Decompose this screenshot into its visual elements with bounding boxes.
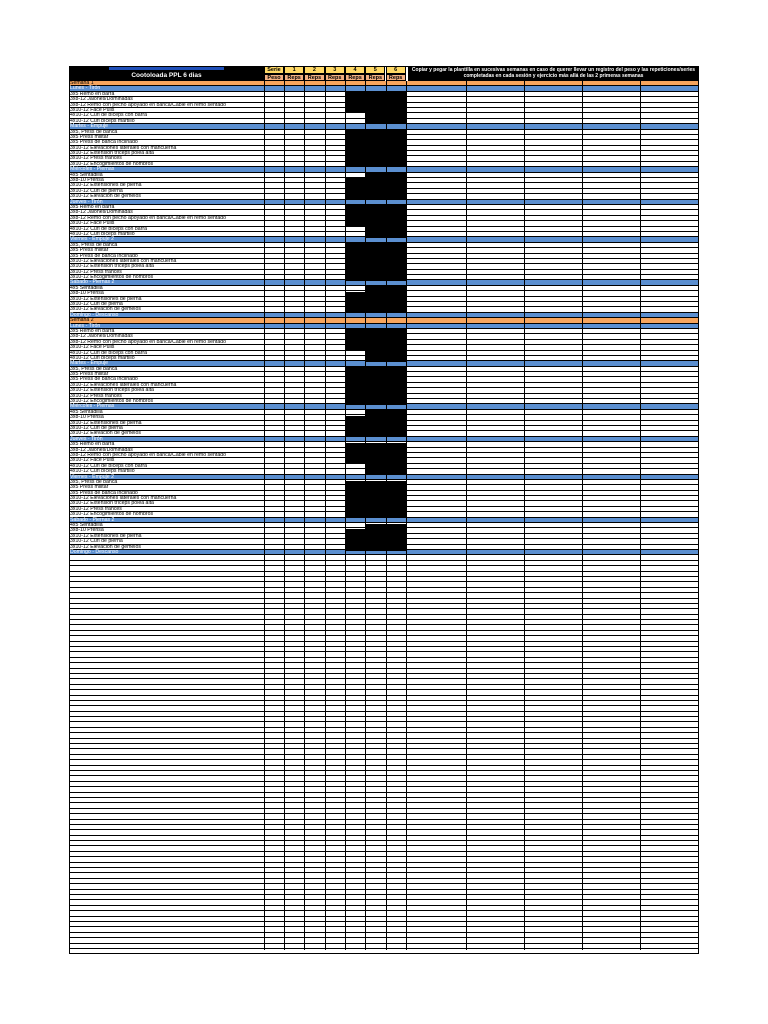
set-number-header: 2 [304,66,324,74]
exercise-row-label: 3x10-12 Extensión tríceps polea alta [70,263,154,270]
reps-header: Reps [304,74,324,82]
grid-column-line [365,81,366,950]
exercise-row-label: 3x8-12 Jalones/Dominadas [70,446,133,453]
set-number-header: 5 [365,66,385,74]
exercise-row-label: 3x5, Press de banca [70,241,118,248]
exercise-row-label: 3x8-12 Remo con pecho apoyado en banca/Cable en remo sentado [70,338,227,345]
day-header-label: Martes - Empuje [70,123,109,130]
exercise-row-label: 3x10-12 Elevación de gemelos [70,193,141,200]
exercise-row-label: 3x10-12 Extensiones de pierna [70,182,142,189]
exercise-row-label: 4x5 Sentadilla [70,522,103,529]
exercise-row-label: 3x10-12 Elevaciones laterales con mancuerna [70,495,177,502]
unused-set-cell [345,432,406,437]
exercise-row-label: 3x10-12 Press francés [70,268,122,275]
exercise-row-label: 3x10-12 Face Pulls [70,220,115,227]
exercise-row-label: 3x10-12 Elevaciones laterales con mancuerna [70,381,177,388]
reps-header: Reps [284,74,304,82]
exercise-row-label: 4x10-12 Curl de bíceps con barra [70,225,147,232]
title-link-bar [109,67,224,70]
exercise-row-label: 3x10-12 Extensión tríceps polea alta [70,387,154,394]
unused-set-cell [345,308,406,313]
exercise-row-label: 3x8-10 Prensa [70,290,104,297]
reps-header: Reps [345,74,365,82]
day-header-label: Miércoles - Piernas [70,403,115,410]
exercise-row-label: 4x10-12 Curl de bíceps con barra [70,112,147,119]
exercise-row-label: 3x10-12 Elevaciones laterales con mancuerna [70,144,177,151]
day-header-label: Viernes - Empuje 2 [70,236,115,243]
exercise-row-label: 4x10-12 Curl bíceps martillo [70,230,135,237]
exercise-row-label: 3x10-12 Extensión tríceps polea alta [70,500,154,507]
grid-column-line [386,81,387,950]
exercise-row-label: 3x5 Press de banca inclinado [70,139,138,146]
reps-header: Reps [365,74,385,82]
set-number-header: 4 [345,66,365,74]
unused-set-cell [345,400,406,405]
exercise-row-label: 3x5 Press de banca inclinado [70,376,138,383]
grid-column-line [345,81,346,950]
unused-set-cell [345,545,406,550]
grid-column-line [406,81,407,950]
grid-column-line [284,81,285,950]
exercise-row-label: 3x5 Press de banca inclinado [70,489,138,496]
exercise-row-label: 4x5 Sentadilla [70,408,103,415]
day-header-label: Miércoles - Piernas [70,166,115,173]
sheet-body [69,81,699,949]
day-header-label: Jueves - Tirón [70,435,103,442]
exercise-row-label: 3x10-12 Encogimientos de hombros [70,511,154,518]
grid-column-line [264,81,265,950]
exercise-row-label: 4x5 Sentadilla [70,284,103,291]
unused-set-cell [345,162,406,167]
sheet-header [69,66,699,81]
grid-column-line [325,81,326,950]
exercise-row-label: 4x10-12 Curl de bíceps con barra [70,462,147,469]
set-number-header: 1 [284,66,304,74]
grid-column-line [640,81,641,950]
exercise-row-label: 4x10-12 Curl bíceps martillo [70,354,135,361]
exercise-row-label: 3x10-12 Extensiones de pierna [70,532,142,539]
exercise-row-label: 3x5 Press militar [70,484,109,491]
exercise-row-label: 3x8-12 Remo con pecho apoyado en banca/Cable en remo sentado [70,214,227,221]
peso-header: Peso [264,74,284,82]
day-header-label: Martes - Empuje [70,360,109,367]
exercise-row-label: 3x5 Remo en barra [70,441,115,448]
exercise-row-label: 3x8-12 Remo con pecho apoyado en banca/Cable en remo sentado [70,451,227,458]
exercise-row-label: 3x5, Press de banca [70,478,118,485]
title-bar [69,66,264,81]
exercise-row-label: 3x5 Press de banca inclinado [70,252,138,259]
grid-column-line [466,81,467,950]
day-header-label: Lunes - Tirón [70,322,101,329]
exercise-row-label: 3x10-12 Press francés [70,505,122,512]
exercise-row-label: 3x10-12 Encogimientos de hombros [70,398,154,405]
exercise-row-label: 3x10-12 Elevación de gemelos [70,306,141,313]
day-header-label: Sábado - Piernas 2 [70,516,115,523]
exercise-row-label: 3x5 Press militar [70,133,109,140]
exercise-row-label: 3x10-12 Curl de pierna [70,425,123,431]
exercise-row-label: 3x8-10 Prensa [70,414,104,421]
exercise-row-label: 4x10-12 Curl de bíceps con barra [70,349,147,356]
week-header-label: Semana 2 [70,317,94,324]
exercise-row-label: 3x5 Remo en barra [70,90,115,97]
exercise-row-label: 3x5 Remo en barra [70,203,115,210]
exercise-row-label: 3x10-12 Elevación de gemelos [70,543,141,550]
exercise-row-label: 3x10-12 Curl de pierna [70,187,123,194]
exercise-row-label: 3x5 Press militar [70,247,109,254]
unused-set-cell [345,275,406,280]
exercise-row-label: 3x10-12 Extensiones de pierna [70,419,142,426]
exercise-row-label: 3x10-12 Press francés [70,392,122,399]
exercise-row-label: 3x10-12 Face Pulls [70,106,115,113]
exercise-row-label: 3x10-12 Encogimientos de hombros [70,274,154,281]
exercise-row-label: 3x10-12 Encogimientos de hombros [70,160,154,167]
exercise-row-label: 3x10-12 Elevaciones laterales con mancuerna [70,257,177,264]
exercise-row-label: 3x8-12 Jalones/Dominadas [70,96,133,103]
exercise-row-label: 3x8-10 Prensa [70,177,104,184]
instructions-note: Copiar y pegar la plantilla en sucesivas semanas en caso de querer llevar un registro del peso y las repeticiones/series completadas en cada sesión y ejercicio más allá de las 2 primeras semanas [408,66,699,81]
exercise-row-label: 3x10-12 Elevación de gemelos [70,430,141,437]
exercise-row-label: 3x10-12 Press francés [70,155,122,162]
exercise-row-label: 3x5 Remo en barra [70,327,115,334]
exercise-row-label: 3x10-12 Curl de pierna [70,301,123,308]
exercise-row-label: 3x10-12 Extensiones de pierna [70,295,142,302]
reps-header: Reps [325,74,345,82]
unused-set-cell [345,513,406,518]
grid-column-line [304,81,305,950]
empty-row [69,944,699,949]
exercise-row-label: 4x5 Sentadilla [70,171,103,178]
day-header-label: Domingo - Descanso [70,311,119,318]
exercise-row-label: 3x10-12 Face Pulls [70,344,115,351]
exercise-row-label: 3x8-10 Prensa [70,527,104,534]
exercise-row-label: 3x8-12 Jalones/Dominadas [70,209,133,216]
exercise-row-label: 3x5, Press de banca [70,128,118,135]
exercise-row-label: 3x10-12 Curl de pierna [70,538,123,545]
exercise-row-label: 4x10-12 Curl bíceps martillo [70,117,135,124]
sheet-title: Cootoloada PPL 6 dias [131,72,202,79]
week-header-label: Semana 1 [70,80,94,86]
exercise-row-label: 3x10-12 Face Pulls [70,457,115,464]
unused-set-cell [345,194,406,199]
serie-header: Serie [264,66,284,74]
reps-header: Reps [386,74,406,82]
grid-column-line [582,81,583,950]
grid-column-line [524,81,525,950]
exercise-row-label: 3x5, Press de banca [70,365,118,372]
exercise-row-label: 3x8-12 Remo con pecho apoyado en banca/Cable en remo sentado [70,101,227,108]
set-number-header: 3 [325,66,345,74]
day-header-label: Sábado - Piernas 2 [70,279,115,286]
exercise-row-label: 3x8-12 Jalones/Dominadas [70,333,133,340]
exercise-row-label: 4x10-12 Curl bíceps martillo [70,468,135,475]
day-header-label: Domingo - Descanso [70,548,119,555]
day-header-label: Viernes - Empuje 2 [70,473,115,480]
exercise-row-label: 3x10-12 Extensión tríceps polea alta [70,150,154,157]
exercise-row-label: 3x5 Press militar [70,371,109,378]
day-header-label: Lunes - Tirón [70,85,101,92]
set-number-header: 6 [386,66,406,74]
day-header-label: Jueves - Tirón [70,198,103,205]
